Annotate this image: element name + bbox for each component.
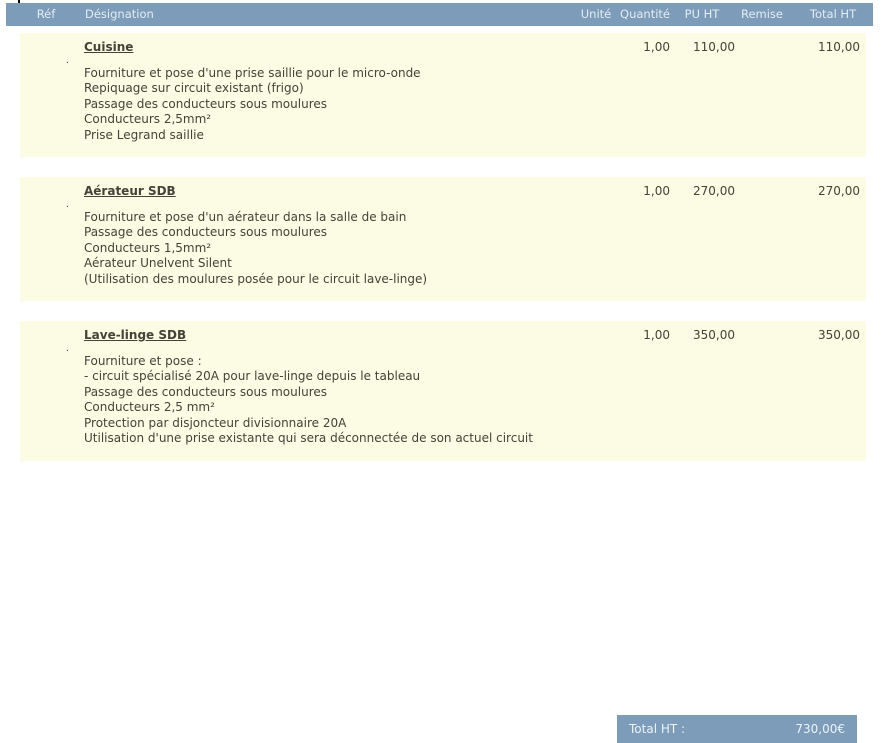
description-line: Protection par disjoncteur divisionnaire 20A [84, 415, 347, 430]
item-title: Lave-linge SDB [84, 328, 187, 342]
item-unit-price: 350,00 [693, 328, 735, 342]
description-line: Conducteurs 2,5mm² [84, 112, 212, 126]
description-line: Repiquage sur circuit existant (frigo) [84, 81, 304, 95]
dot-mark: . [66, 199, 69, 210]
item-unit-price: 110,00 [693, 40, 735, 54]
column-header-pu-ht: PU HT [684, 7, 720, 21]
total-value: 730,00€ [795, 722, 845, 736]
description-line: (Utilisation des moulures posée pour le circuit lave-linge) [84, 271, 428, 286]
item-quantity: 1,00 [643, 184, 670, 198]
item-total: 350,00 [818, 328, 860, 342]
column-header-quantite: Quantité [620, 7, 670, 21]
item-quantity: 1,00 [643, 40, 670, 54]
description-line: - circuit spécialisé 20A pour lave-linge depuis le tableau [84, 369, 421, 383]
column-header-remise: Remise [740, 7, 783, 21]
description-line: Utilisation d'une prise existante qui sera déconnectée de son actuel circuit [84, 431, 533, 445]
column-header-total-ht: Total HT [809, 7, 857, 21]
line-item [20, 321, 866, 461]
dot-mark: . [66, 55, 69, 66]
description-line: Conducteurs 2,5 mm² [84, 400, 215, 414]
line-items [20, 33, 866, 481]
column-header-ref: Réf [36, 7, 56, 21]
table-header [6, 3, 873, 26]
description-line: Fourniture et pose d'une prise saillie pour le micro-onde [84, 65, 421, 80]
column-header-designation: Désignation [85, 7, 154, 21]
total-label: Total HT : [629, 722, 686, 736]
item-quantity: 1,00 [643, 328, 670, 342]
line-item [20, 177, 866, 301]
line-item-head [20, 40, 866, 56]
item-unit-price: 270,00 [693, 184, 735, 198]
item-description [20, 354, 866, 447]
description-line: Passage des conducteurs sous moulures [84, 225, 327, 239]
dot-mark: . [66, 343, 69, 354]
description-line: Aérateur Unelvent Silent [84, 256, 232, 270]
line-item [20, 33, 866, 157]
line-item-head [20, 328, 866, 344]
description-line: Prise Legrand saillie [84, 127, 204, 142]
line-item-head [20, 184, 866, 200]
item-total: 110,00 [818, 40, 860, 54]
item-title: Cuisine [84, 40, 134, 54]
total-bar [617, 715, 857, 743]
item-description [20, 210, 866, 288]
item-description [20, 66, 866, 144]
item-title: Aérateur SDB [84, 184, 176, 198]
description-line: Fourniture et pose : [84, 353, 202, 368]
column-header-unite: Unité [580, 7, 612, 21]
description-line: Passage des conducteurs sous moulures [84, 96, 327, 111]
description-line: Passage des conducteurs sous moulures [84, 384, 327, 399]
description-line: Fourniture et pose d'un aérateur dans la salle de bain [84, 209, 407, 224]
item-total: 270,00 [818, 184, 860, 198]
description-line: Conducteurs 1,5mm² [84, 240, 212, 255]
